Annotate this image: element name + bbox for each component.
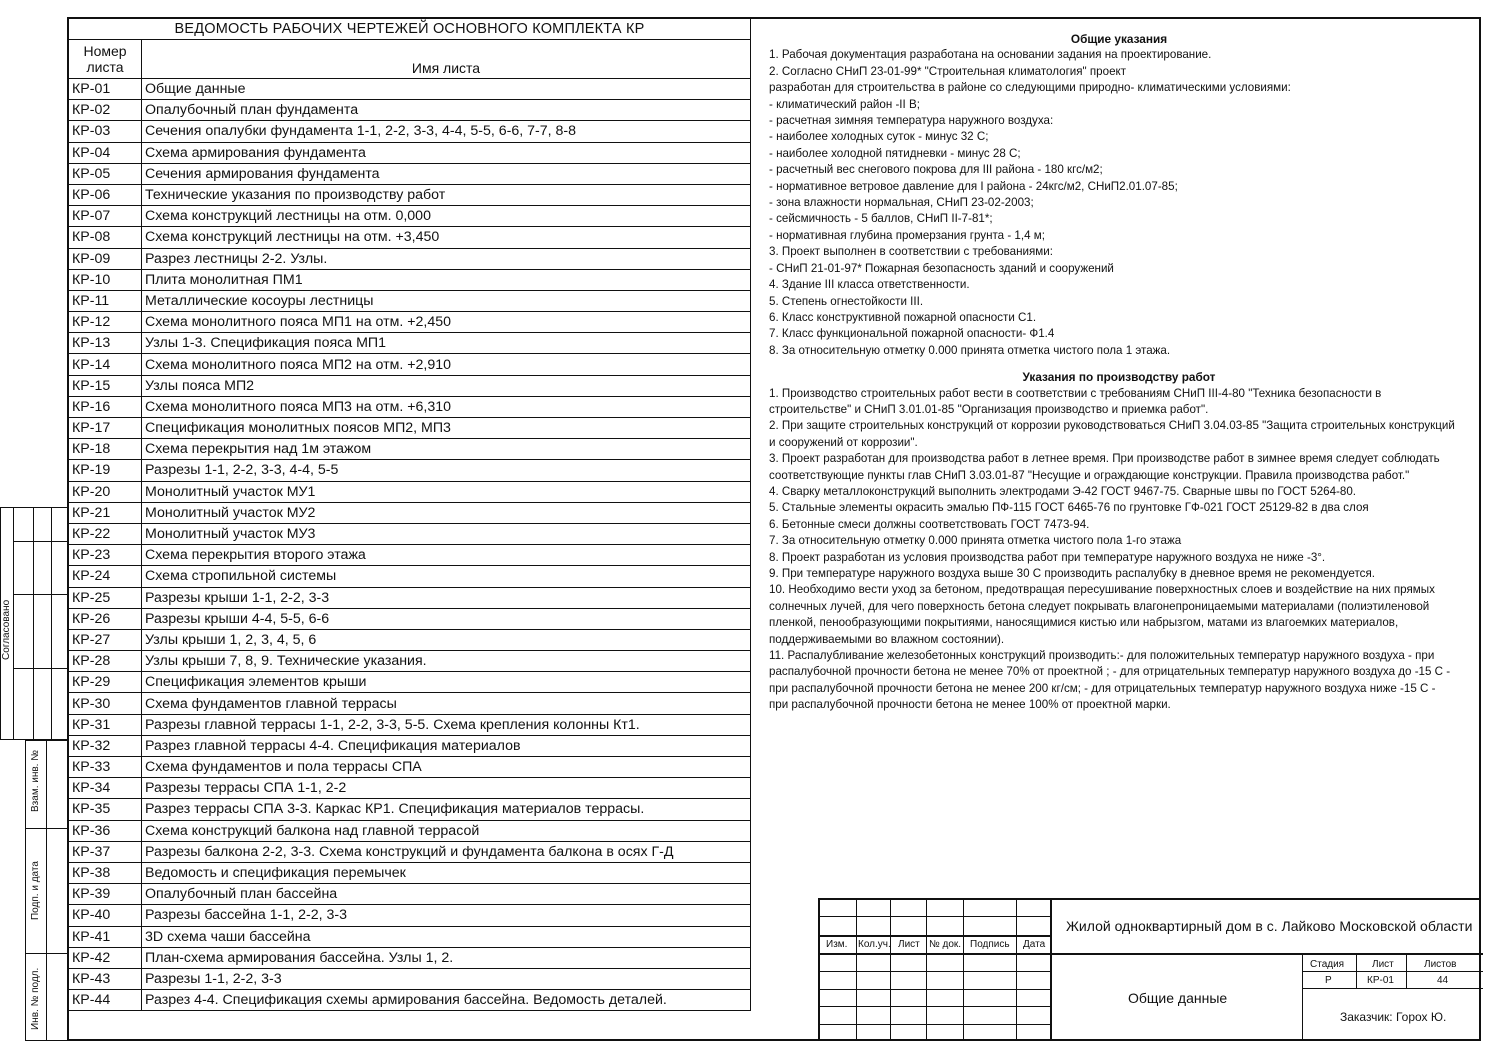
- table-row: [69, 502, 751, 523]
- table-row: [69, 248, 751, 269]
- sheet-name: Опалубочный план фундамента: [142, 100, 751, 121]
- sheet-number: КР-22: [69, 523, 142, 544]
- sheet-number: КР-23: [69, 545, 142, 566]
- sheet-number: КР-15: [69, 375, 142, 396]
- sheet-number: КР-14: [69, 354, 142, 375]
- note-line: 10. Необходимо вести уход за бетоном, предотвращая пересушивание поверхностных слоев и воздействие на них прямых: [769, 583, 1435, 597]
- note-line: 7. За относительную отметку 0.000 принята отметка чистого пола 1-го этажа: [769, 534, 1182, 548]
- sheet-number: КР-29: [69, 672, 142, 693]
- table-row: [69, 884, 751, 905]
- work-notes-heading: Указания по производству работ: [1022, 370, 1216, 385]
- note-line: поддерживаемыми во влажном состоянии).: [769, 632, 1005, 646]
- sheet-name: Узлы крыши 1, 2, 3, 4, 5, 6: [142, 629, 751, 650]
- sheet-number: КР-36: [69, 820, 142, 841]
- note-line: - нормативная глубина промерзания грунта - 1,4 м;: [769, 228, 1045, 242]
- sheet-name: Схема стропильной системы: [142, 566, 751, 587]
- table-row: [69, 651, 751, 672]
- sheet-name: Схема монолитного пояса МП2 на отм. +2,910: [142, 354, 751, 375]
- sheet-number: КР-33: [69, 757, 142, 778]
- note-line: при распалубочной прочности бетона не менее 100% от проектной марки.: [769, 698, 1171, 712]
- sheet-name: Опалубочный план бассейна: [142, 884, 751, 905]
- sheet-number: КР-38: [69, 862, 142, 883]
- sheet-name: Разрезы 1-1, 2-2, 3-3: [142, 968, 751, 989]
- sheet-number: КР-02: [69, 100, 142, 121]
- sheet-value: КР-01: [1367, 975, 1394, 986]
- table-row: [69, 778, 751, 799]
- table-row: [69, 545, 751, 566]
- sheet-name: Разрез главной террасы 4-4. Спецификация материалов: [142, 735, 751, 756]
- sheet-number: КР-08: [69, 227, 142, 248]
- sheet-list-title: ВЕДОМОСТЬ РАБОЧИХ ЧЕРТЕЖЕЙ ОСНОВНОГО КОМПЛЕКТА КР: [69, 19, 751, 40]
- table-row: [69, 100, 751, 121]
- note-line: 4. Здание III класса ответственности.: [769, 278, 970, 292]
- col-izm: Изм.: [826, 939, 848, 950]
- col-name-header: Имя листа: [142, 40, 751, 79]
- sheet-name: Монолитный участок МУ2: [142, 502, 751, 523]
- note-line: 3. Проект выполнен в соответствии с требованиями:: [769, 245, 1053, 259]
- note-line: - СНиП 21-01-97* Пожарная безопасность зданий и сооружений: [769, 261, 1114, 275]
- note-line: 5. Степень огнестойкости III.: [769, 294, 924, 308]
- note-line: - расчетная зимняя температура наружного воздуха:: [769, 114, 1054, 128]
- table-row: [69, 566, 751, 587]
- sheet-number: КР-16: [69, 396, 142, 417]
- sheet-number: КР-09: [69, 248, 142, 269]
- table-row: [69, 947, 751, 968]
- table-row: [69, 672, 751, 693]
- note-line: 9. При температуре наружного воздуха выше 30 С производить распалубку в дневное время не рекомендуется.: [769, 567, 1375, 580]
- sheet-number: КР-39: [69, 884, 142, 905]
- sheet-number: КР-27: [69, 629, 142, 650]
- general-notes-heading: Общие указания: [1070, 32, 1168, 46]
- stamp-podp-data-label: Подп. и дата: [30, 861, 41, 920]
- sheet-number: КР-11: [69, 290, 142, 311]
- table-row: [69, 926, 751, 947]
- table-row: [69, 375, 751, 396]
- table-row: [69, 312, 751, 333]
- note-line: 5. Стальные элементы окрасить эмалью ПФ-115 ГОСТ 6465-76 по грунтовке ГФ-021 ГОСТ 25129-82 в два слоя: [769, 501, 1369, 515]
- table-row: [69, 862, 751, 883]
- col-doc-num: № док.: [929, 939, 962, 950]
- sheet-number: КР-30: [69, 693, 142, 714]
- sheet-name: Монолитный участок МУ1: [142, 481, 751, 502]
- table-row: [69, 608, 751, 629]
- sheet-name: Схема армирования фундамента: [142, 142, 751, 163]
- sheet-name: Разрезы бассейна 1-1, 2-2, 3-3: [142, 905, 751, 926]
- sheet-number: КР-34: [69, 778, 142, 799]
- note-line: соответствующие пункты глав СНиП 3.03.01-87 "Несущие и ограждающие конструкции. Правила производства работ.": [769, 468, 1410, 482]
- sheet-name: 3D схема чаши бассейна: [142, 926, 751, 947]
- note-line: разработан для строительства в районе со следующими природно- климатическими условиями:: [769, 81, 1291, 95]
- table-row: [69, 460, 751, 481]
- sheet-title: Общие данные: [1128, 990, 1228, 1006]
- table-row: [69, 735, 751, 756]
- sheet-name: Разрез 4-4. Спецификация схемы армирования бассейна. Ведомость деталей.: [142, 990, 751, 1011]
- table-row: [69, 820, 751, 841]
- table-row: [69, 333, 751, 354]
- stamp-inv-podl-label: Инв. № подл.: [30, 967, 41, 1030]
- sheet-number: КР-20: [69, 481, 142, 502]
- sheet-number: КР-24: [69, 566, 142, 587]
- col-list: Лист: [898, 939, 920, 950]
- note-line: распалубочной прочности бетона не менее 70% от проектной ; - для отрицательных температур наружного воздуха до -15 С -: [769, 665, 1451, 679]
- note-line: - наиболее холодной пятидневки - минус 28 С;: [769, 146, 1021, 160]
- sheet-name: Технические указания по производству работ: [142, 184, 751, 205]
- note-line: 6. Класс конструктивной пожарной опасности С1.: [769, 310, 1037, 324]
- sheet-number: КР-42: [69, 947, 142, 968]
- note-line: 8. Проект разработан из условия производства работ при температуре наружного воздуха не ниже -3°.: [769, 550, 1326, 564]
- note-line: 6. Бетонные смеси должны соответствовать ГОСТ 7473-94.: [769, 517, 1090, 531]
- note-line: 2. Согласно СНиП 23-01-99* "Строительная климатология" проект: [769, 64, 1127, 78]
- note-line: 2. При защите строительных конструкций от коррозии руководствоваться СНиП 3.04.03-85 "Защита строительных конструкций: [769, 419, 1455, 433]
- note-line: - нормативное ветровое давление для I района - 24кгс/м2, СНиП2.01.07-85;: [769, 179, 1178, 193]
- note-line: 3. Проект разработан для производства работ в летнее время. При производстве работ в зимнее время следует соблюдать: [769, 452, 1440, 466]
- note-line: 11. Распалубливание железобетонных конструкций производить:- для положительных температур наружного воздуха - при: [769, 649, 1435, 663]
- sheet-name: Разрез террасы СПА 3-3. Каркас КР1. Спецификация материалов террасы.: [142, 799, 751, 820]
- stamp-soglasovano-label: Согласовано: [1, 599, 12, 660]
- sheet-name: Схема конструкций лестницы на отм. +3,450: [142, 227, 751, 248]
- sheet-number: КР-41: [69, 926, 142, 947]
- project-name: Жилой одноквартирный дом в с. Лайково Московской области: [1066, 918, 1473, 934]
- table-row: [69, 439, 751, 460]
- table-row: [69, 693, 751, 714]
- note-line: - зона влажности нормальная, СНиП 23-02-2003;: [769, 196, 1034, 210]
- table-row: [69, 227, 751, 248]
- note-line: пленкой, пенообразующими покрытиями, наносящимися кистью или набрызгом, матами из влагоемких материалов,: [769, 616, 1399, 630]
- sheet-name: Плита монолитная ПМ1: [142, 269, 751, 290]
- table-row: [69, 757, 751, 778]
- note-line: 1. Производство строительных работ вести в соответствии с требованиям СНиП III-4-80 "Техника безопасности в: [769, 386, 1382, 400]
- sheet-name: Схема фундаментов главной террасы: [142, 693, 751, 714]
- sheet-number: КР-32: [69, 735, 142, 756]
- customer: Заказчик: Горох Ю.: [1340, 1010, 1447, 1024]
- sheet-name: Разрезы крыши 1-1, 2-2, 3-3: [142, 587, 751, 608]
- sheet-number: КР-25: [69, 587, 142, 608]
- sheet-number: КР-18: [69, 439, 142, 460]
- sheet-number: КР-35: [69, 799, 142, 820]
- sheet-name: Схема конструкций лестницы на отм. 0,000: [142, 206, 751, 227]
- note-line: 4. Сварку металлоконструкций выполнить электродами Э-42 ГОСТ 9467-75. Сварные швы по ГОСТ 5264-80.: [769, 484, 1357, 498]
- col-signature: Подпись: [970, 939, 1010, 950]
- sheet-name: Узлы крыши 7, 8, 9. Технические указания.: [142, 651, 751, 672]
- note-line: 1. Рабочая документация разработана на основании задания на проектирование.: [769, 48, 1212, 62]
- table-row: [69, 714, 751, 735]
- table-row: [69, 841, 751, 862]
- table-row: [69, 799, 751, 820]
- note-line: и сооружений от коррозии".: [769, 435, 918, 449]
- table-row: [69, 354, 751, 375]
- sheets-label: Листов: [1424, 959, 1457, 970]
- col-date: Дата: [1023, 939, 1046, 950]
- note-line: солнечных лучей, для чего поверхность бетона следует покрывать влагонепроницаемыми материалами (полиэтиленовой: [769, 599, 1430, 613]
- table-row: [69, 905, 751, 926]
- stamp-vzam-inv-label: Взам. инв. №: [30, 750, 41, 812]
- table-row: [69, 523, 751, 544]
- sheet-number: КР-31: [69, 714, 142, 735]
- title-block: [818, 898, 1481, 1041]
- sheet-name: Схема фундаментов и пола террасы СПА: [142, 757, 751, 778]
- sheet-name: Разрезы крыши 4-4, 5-5, 6-6: [142, 608, 751, 629]
- sheet-number: КР-17: [69, 418, 142, 439]
- sheet-number: КР-04: [69, 142, 142, 163]
- sheet-name: Ведомость и спецификация перемычек: [142, 862, 751, 883]
- sheet-number: КР-13: [69, 333, 142, 354]
- sheet-number: КР-06: [69, 184, 142, 205]
- table-row: [69, 481, 751, 502]
- sheet-label: Лист: [1372, 959, 1394, 970]
- notes-panel: [769, 31, 1469, 714]
- table-row: [69, 142, 751, 163]
- table-row: [69, 587, 751, 608]
- sheet-name: Схема конструкций балкона над главной террасой: [142, 820, 751, 841]
- note-line: строительстве" и СНиП 3.01.01-85 "Организация производство и приемка работ".: [769, 402, 1209, 416]
- table-row: [69, 629, 751, 650]
- sheet-name: Узлы пояса МП2: [142, 375, 751, 396]
- sheet-name: Разрезы террасы СПА 1-1, 2-2: [142, 778, 751, 799]
- sheet-name: Монолитный участок МУ3: [142, 523, 751, 544]
- sheet-name: Спецификация монолитных поясов МП2, МП3: [142, 418, 751, 439]
- table-row: [69, 968, 751, 989]
- sheet-number: КР-43: [69, 968, 142, 989]
- note-line: - расчетный вес снегового покрова для III района - 180 кгс/м2;: [769, 163, 1103, 177]
- sheet-number: КР-07: [69, 206, 142, 227]
- sheet-name: Узлы 1-3. Спецификация пояса МП1: [142, 333, 751, 354]
- note-line: - климатический район -II B;: [769, 97, 920, 111]
- table-row: [69, 163, 751, 184]
- table-row: [69, 79, 751, 100]
- note-line: 8. За относительную отметку 0.000 принята отметка чистого пола 1 этажа.: [769, 343, 1171, 357]
- sheet-name: Спецификация элементов крыши: [142, 672, 751, 693]
- sheet-number: КР-12: [69, 312, 142, 333]
- sheet-number: КР-21: [69, 502, 142, 523]
- sheet-name: Разрезы 1-1, 2-2, 3-3, 4-4, 5-5: [142, 460, 751, 481]
- table-row: [69, 184, 751, 205]
- sheet-name: План-схема армирования бассейна. Узлы 1, 2.: [142, 947, 751, 968]
- sheet-number: КР-40: [69, 905, 142, 926]
- sheet-number: КР-03: [69, 121, 142, 142]
- note-line: - наиболее холодных суток - минус 32 С;: [769, 130, 989, 144]
- sheet-name: Разрезы балкона 2-2, 3-3. Схема конструкций и фундамента балкона в осях Г-Д: [142, 841, 751, 862]
- sheet-name: Схема перекрытия второго этажа: [142, 545, 751, 566]
- sheet-number: КР-26: [69, 608, 142, 629]
- stage-value: Р: [1325, 975, 1332, 986]
- sheet-name: Общие данные: [142, 79, 751, 100]
- sheet-list-table: [68, 18, 751, 1011]
- col-kol-uch: Кол.уч.: [858, 939, 891, 950]
- note-line: - сейсмичность - 5 баллов, СНиП II-7-81*;: [769, 212, 993, 226]
- sheet-number: КР-44: [69, 990, 142, 1011]
- sheet-name: Металлические косоуры лестницы: [142, 290, 751, 311]
- sheet-number: КР-05: [69, 163, 142, 184]
- sheet-name: Сечения армирования фундамента: [142, 163, 751, 184]
- table-row: [69, 121, 751, 142]
- col-num-header: Номер листа: [69, 40, 142, 79]
- sheets-value: 44: [1437, 975, 1449, 986]
- sheet-name: Разрезы главной террасы 1-1, 2-2, 3-3, 5-5. Схема крепления колонны Кт1.: [142, 714, 751, 735]
- sheet-number: КР-28: [69, 651, 142, 672]
- sheet-name: Сечения опалубки фундамента 1-1, 2-2, 3-3, 4-4, 5-5, 6-6, 7-7, 8-8: [142, 121, 751, 142]
- sheet-number: КР-10: [69, 269, 142, 290]
- sheet-number: КР-19: [69, 460, 142, 481]
- table-row: [69, 206, 751, 227]
- table-row: [69, 990, 751, 1011]
- stage-label: Стадия: [1310, 959, 1345, 970]
- table-row: [69, 290, 751, 311]
- sheet-number: КР-01: [69, 79, 142, 100]
- sheet-name: Схема монолитного пояса МП3 на отм. +6,310: [142, 396, 751, 417]
- sheet-name: Разрез лестницы 2-2. Узлы.: [142, 248, 751, 269]
- sheet-name: Схема монолитного пояса МП1 на отм. +2,450: [142, 312, 751, 333]
- sheet-name: Схема перекрытия над 1м этажом: [142, 439, 751, 460]
- table-row: [69, 418, 751, 439]
- note-line: при распалубочной прочности бетона не менее 200 кг/см; - для отрицательных температур наружного воздуха ниже -15 С -: [769, 681, 1436, 695]
- sheet-number: КР-37: [69, 841, 142, 862]
- table-row: [69, 396, 751, 417]
- table-row: [69, 269, 751, 290]
- note-line: 7. Класс функциональной пожарной опасности- Ф1.4: [769, 327, 1055, 341]
